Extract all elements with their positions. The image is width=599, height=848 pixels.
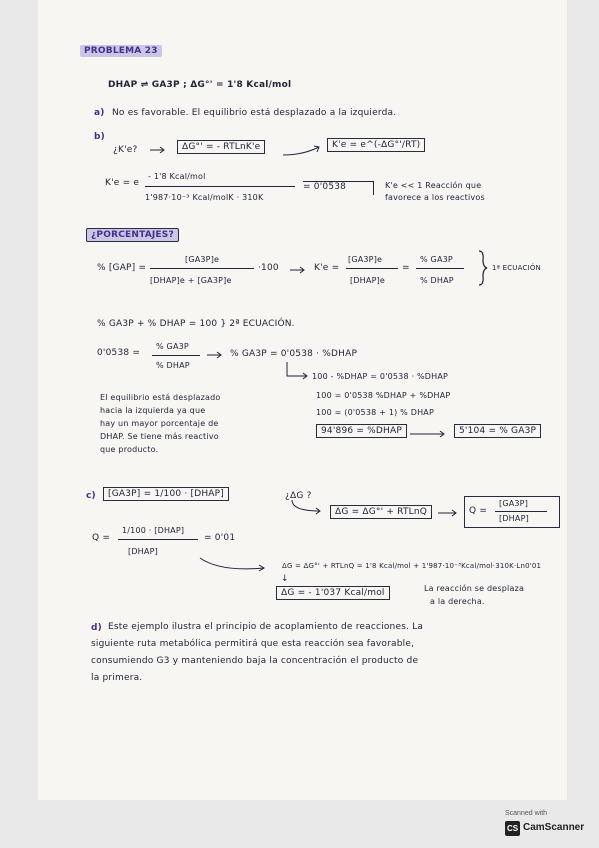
- conclusion-line-3: consumiendo G3 y manteniendo baja la concentración el producto de: [91, 656, 419, 666]
- camscanner-watermark: [505, 810, 593, 842]
- equals-sign: =: [402, 263, 410, 273]
- result-dhap: 94'896 = %DHAP: [316, 424, 407, 438]
- step-2: 100 = 0'0538 %DHAP + %DHAP: [316, 391, 451, 400]
- percentage-multiplier: ·100: [258, 263, 279, 273]
- percentage-equation-lhs: % [GAP] =: [97, 263, 147, 273]
- hooked-arrow-icon: [290, 500, 326, 516]
- reaction-quotient-numerator: [GA3P]: [499, 499, 529, 508]
- fraction-bar: [145, 186, 295, 187]
- percentages-title: ¿PORCENTAJES?: [86, 228, 179, 242]
- percent-ratio-numerator: % GA3P: [420, 255, 453, 264]
- result-overline: [303, 181, 373, 182]
- part-b-label: b): [94, 132, 105, 142]
- first-equation-label: 1ª ECUACIÓN: [492, 264, 541, 272]
- part-a-text: No es favorable. El equilibrio está desplazado a la izquierda.: [112, 108, 397, 118]
- free-energy-equation: ΔG°' = - RTLnK'e: [177, 140, 265, 154]
- calc-denominator: % DHAP: [156, 361, 190, 370]
- scanned-with-text: Scanned with: [505, 810, 548, 817]
- q-lhs: Q =: [92, 533, 111, 543]
- curved-arrow-icon: [200, 556, 270, 574]
- calc-lhs: 0'0538 =: [97, 348, 141, 358]
- part-c-question: ¿ΔG ?: [285, 491, 312, 501]
- fraction-bar: [346, 268, 398, 269]
- equilibrium-note-line-5: que producto.: [100, 445, 159, 454]
- part-d-label: d): [91, 623, 102, 633]
- q-numerator: 1/100 · [DHAP]: [122, 526, 185, 535]
- result-ga3p: 5'104 = % GA3P: [454, 424, 541, 438]
- fraction-bar: [495, 511, 547, 512]
- equilibrium-note-line-4: DHAP. Se tiene más reactivo: [100, 432, 219, 441]
- arrow-icon: [283, 143, 323, 157]
- ke-result: = 0'0538: [303, 182, 347, 192]
- step-3: 100 = (0'0538 + 1) % DHAP: [316, 408, 434, 417]
- second-equation: % GA3P + % DHAP = 100 } 2ª ECUACIÓN.: [97, 319, 295, 329]
- delta-g-calculation: ΔG = ΔG°' + RTLnQ = 1'8 Kcal/mol + 1'987·10⁻³Kcal/mol·310K·Ln0'01: [282, 562, 542, 570]
- ke-note-line-1: K'e << 1 Reacción que: [385, 181, 482, 190]
- arrow-icon: [438, 508, 460, 518]
- fraction-bar: [118, 539, 198, 540]
- ke-lhs: K'e = e: [105, 178, 140, 188]
- percentage-equation-numerator: [GA3P]e: [185, 255, 220, 264]
- conclusion-line-2: siguiente ruta metabólica permitirá que esta reacción sea favorable,: [91, 639, 415, 649]
- q-denominator: [DHAP]: [128, 547, 158, 556]
- ke-exponent-denominator: 1'987·10⁻³ Kcal/molK · 310K: [145, 193, 264, 202]
- equilibrium-note-line-2: hacia la izquierda ya que: [100, 406, 206, 415]
- delta-g-equation: ΔG = ΔG°' + RTLnQ: [330, 505, 432, 519]
- percent-ratio-denominator: % DHAP: [420, 276, 454, 285]
- camscanner-logo-icon: CS: [505, 821, 520, 836]
- fraction-bar: [150, 268, 254, 269]
- result-bracket: [373, 181, 374, 195]
- reaction-equation: DHAP ⇌ GA3P ; ΔG°' = 1'8 Kcal/mol: [108, 80, 292, 90]
- arrow-icon: [410, 428, 450, 440]
- part-c-label: c): [86, 491, 96, 501]
- conclusion-line-4: la primera.: [91, 673, 143, 683]
- conclusion-line-1: Este ejemplo ilustra el principio de acoplamiento de reacciones. La: [108, 622, 424, 632]
- calc-rhs: % GA3P = 0'0538 · %DHAP: [230, 349, 358, 359]
- arrow-icon: [290, 265, 306, 275]
- ke-note-line-2: favorece a los reactivos: [385, 193, 485, 202]
- displacement-note-line-2: a la derecha.: [430, 597, 485, 606]
- ke-exponent-numerator: - 1'8 Kcal/mol: [148, 172, 206, 181]
- arrow-icon: [207, 350, 223, 360]
- down-arrow-icon: ↓: [281, 574, 289, 584]
- fraction-bar: [152, 355, 200, 356]
- concentration-condition: [GA3P] = 1/100 · [DHAP]: [103, 487, 229, 501]
- part-a-label: a): [94, 108, 105, 118]
- delta-g-result: ΔG = - 1'037 Kcal/mol: [276, 586, 390, 600]
- arrow-icon: [150, 145, 166, 155]
- ke-definition-denominator: [DHAP]e: [350, 276, 386, 285]
- equilibrium-constant-formula: K'e = e^(-ΔG°'/RT): [327, 138, 425, 152]
- ke-definition-lhs: K'e =: [314, 263, 340, 273]
- equilibrium-note-line-3: hay un mayor porcentaje de: [100, 419, 219, 428]
- percentage-equation-denominator: [DHAP]e + [GA3P]e: [150, 276, 232, 285]
- reaction-quotient-denominator: [DHAP]: [499, 514, 529, 523]
- part-b-question: ¿K'e?: [113, 145, 138, 155]
- equilibrium-note-line-1: El equilibrio está desplazado: [100, 393, 221, 402]
- reaction-quotient-box: [464, 496, 560, 528]
- displacement-note-line-1: La reacción se desplaza: [424, 584, 525, 593]
- fraction-bar: [416, 268, 464, 269]
- ke-definition-numerator: [GA3P]e: [348, 255, 383, 264]
- camscanner-brand: CamScanner: [523, 822, 585, 833]
- brace-icon: [478, 250, 488, 286]
- calc-numerator: % GA3P: [156, 342, 189, 351]
- reaction-quotient-lhs: Q =: [469, 506, 488, 516]
- problem-label: PROBLEMA 23: [80, 45, 162, 57]
- step-1: 100 - %DHAP = 0'0538 · %DHAP: [312, 372, 449, 381]
- hooked-arrow-icon: [285, 362, 311, 382]
- q-result: = 0'01: [204, 533, 236, 543]
